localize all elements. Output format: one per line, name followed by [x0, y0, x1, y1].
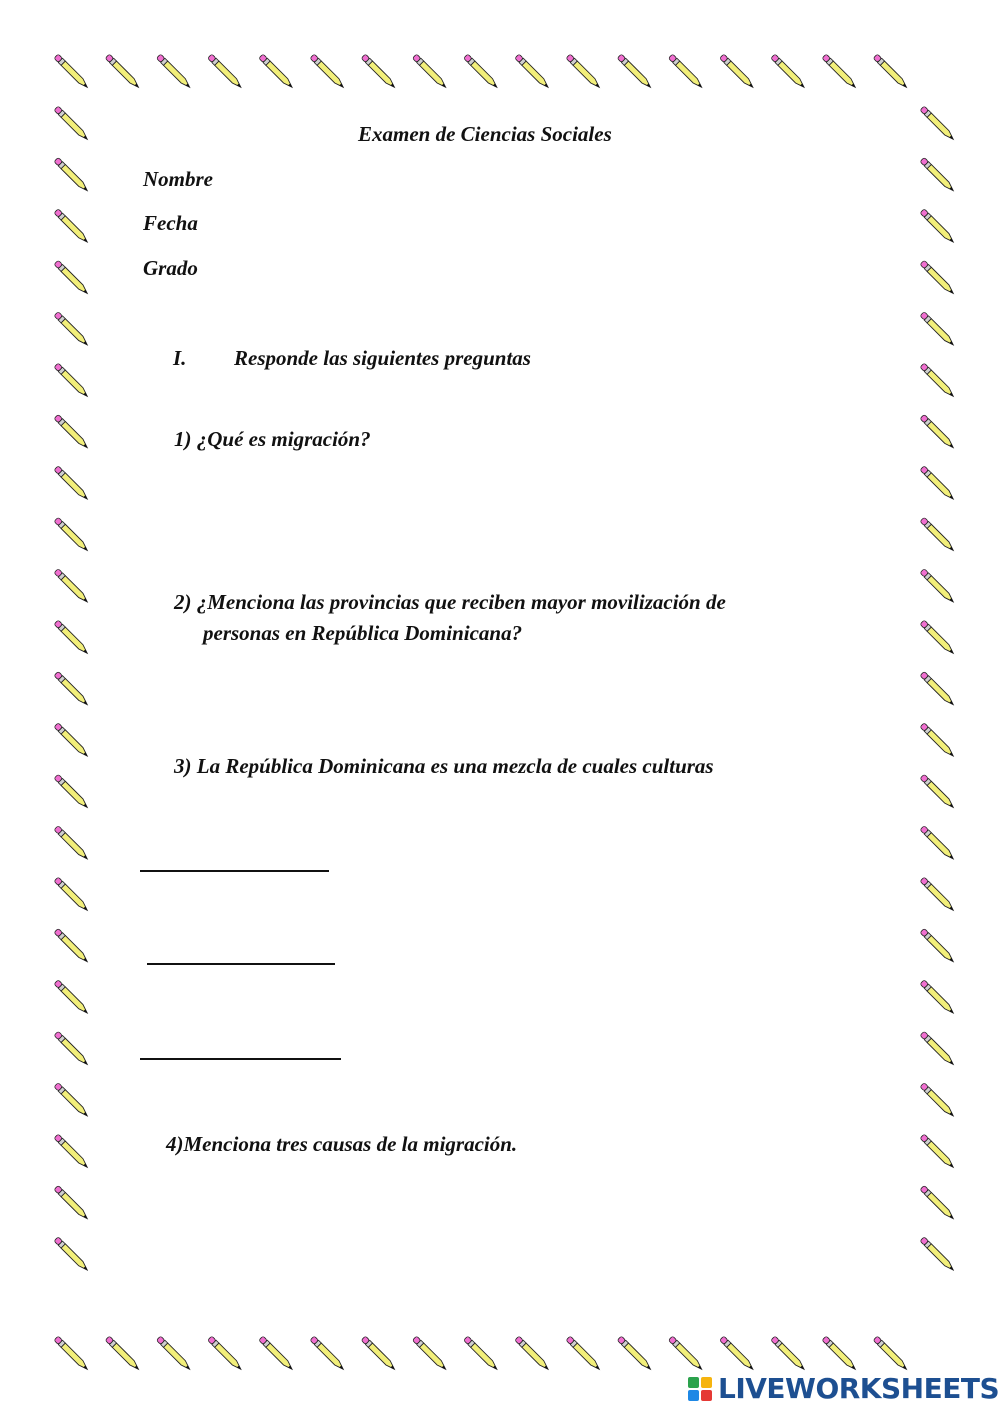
pencil-icon	[105, 54, 140, 89]
name-field-label: Nombre	[143, 167, 213, 191]
pencil-icon	[920, 209, 955, 244]
pencil-icon	[920, 157, 955, 192]
pencil-icon	[259, 1336, 294, 1371]
pencil-icon	[54, 980, 89, 1015]
pencil-icon	[920, 1083, 955, 1118]
pencil-icon	[771, 1336, 806, 1371]
pencil-icon	[156, 1336, 191, 1371]
pencil-icon	[822, 1336, 857, 1371]
pencil-icon	[54, 260, 89, 295]
question-2-line-2: personas en República Dominicana?	[203, 621, 523, 645]
pencil-icon	[54, 928, 89, 963]
section-number: I.	[173, 346, 187, 370]
pencil-icon	[515, 54, 550, 89]
pencil-icon	[920, 774, 955, 809]
pencil-icon	[720, 1336, 755, 1371]
pencil-icon	[54, 1237, 89, 1272]
pencil-icon	[54, 54, 89, 89]
pencil-icon	[920, 312, 955, 347]
pencil-icon	[920, 363, 955, 398]
pencil-icon	[920, 260, 955, 295]
pencil-icon	[105, 1336, 140, 1371]
exam-title: Examen de Ciencias Sociales	[358, 122, 612, 146]
pencil-icon	[617, 54, 652, 89]
question-2-line-1: 2) ¿Menciona las provincias que reciben mayor movilización de	[174, 590, 726, 614]
pencil-icon	[668, 1336, 703, 1371]
question-4: 4)Menciona tres causas de la migración.	[166, 1132, 518, 1156]
logo-square-blue	[688, 1390, 699, 1401]
pencil-icon	[920, 980, 955, 1015]
pencil-icon	[310, 1336, 345, 1371]
pencil-icon	[412, 1336, 447, 1371]
pencil-icon	[54, 517, 89, 552]
question-1: 1) ¿Qué es migración?	[174, 427, 371, 451]
pencil-icon	[54, 209, 89, 244]
pencil-icon	[54, 723, 89, 758]
pencil-icon	[54, 826, 89, 861]
pencil-icon	[668, 54, 703, 89]
pencil-icon	[566, 1336, 601, 1371]
pencil-icon	[566, 54, 601, 89]
logo-square-red	[701, 1390, 712, 1401]
pencil-icon	[822, 54, 857, 89]
logo-square-green	[688, 1377, 699, 1388]
pencil-icon	[54, 1134, 89, 1169]
pencil-icon	[54, 106, 89, 141]
pencil-icon	[920, 723, 955, 758]
pencil-icon	[54, 877, 89, 912]
pencil-icon	[156, 54, 191, 89]
answer-line-2[interactable]	[147, 963, 335, 965]
pencil-icon	[54, 466, 89, 501]
pencil-icon	[920, 620, 955, 655]
pencil-icon	[54, 671, 89, 706]
pencil-icon	[361, 54, 396, 89]
pencil-icon	[515, 1336, 550, 1371]
pencil-icon	[54, 414, 89, 449]
pencil-icon	[208, 1336, 243, 1371]
pencil-icon	[54, 1031, 89, 1066]
grade-field-label: Grado	[143, 256, 198, 280]
pencil-icon	[54, 1336, 89, 1371]
answer-line-3[interactable]	[140, 1058, 341, 1060]
pencil-icon	[361, 1336, 396, 1371]
pencil-icon	[54, 157, 89, 192]
pencil-icon	[54, 774, 89, 809]
brand-name: LIVEWORKSHEETS	[718, 1372, 999, 1405]
pencil-icon	[920, 1185, 955, 1220]
liveworksheets-logo-icon	[688, 1377, 712, 1401]
pencil-icon	[54, 620, 89, 655]
pencil-icon	[464, 1336, 499, 1371]
pencil-icon	[920, 106, 955, 141]
pencil-icon	[920, 1237, 955, 1272]
pencil-icon	[412, 54, 447, 89]
pencil-icon	[54, 363, 89, 398]
pencil-icon	[920, 569, 955, 604]
logo-square-yellow	[701, 1377, 712, 1388]
pencil-icon	[54, 1083, 89, 1118]
pencil-icon	[54, 312, 89, 347]
answer-line-1[interactable]	[140, 870, 329, 872]
pencil-icon	[920, 414, 955, 449]
pencil-icon	[720, 54, 755, 89]
pencil-icon	[464, 54, 499, 89]
pencil-icon	[920, 517, 955, 552]
section-heading: Responde las siguientes preguntas	[234, 346, 531, 370]
pencil-icon	[920, 928, 955, 963]
pencil-icon	[920, 466, 955, 501]
pencil-icon	[873, 54, 908, 89]
pencil-icon	[617, 1336, 652, 1371]
pencil-icon	[259, 54, 294, 89]
liveworksheets-brand[interactable]	[688, 1374, 999, 1404]
pencil-icon	[920, 826, 955, 861]
pencil-icon	[920, 671, 955, 706]
pencil-icon	[920, 877, 955, 912]
pencil-icon	[873, 1336, 908, 1371]
pencil-icon	[920, 1031, 955, 1066]
pencil-icon	[771, 54, 806, 89]
pencil-icon	[208, 54, 243, 89]
pencil-icon	[54, 569, 89, 604]
date-field-label: Fecha	[143, 211, 198, 235]
pencil-icon	[920, 1134, 955, 1169]
question-3: 3) La República Dominicana es una mezcla de cuales culturas	[174, 754, 714, 778]
pencil-icon	[54, 1185, 89, 1220]
pencil-icon	[310, 54, 345, 89]
